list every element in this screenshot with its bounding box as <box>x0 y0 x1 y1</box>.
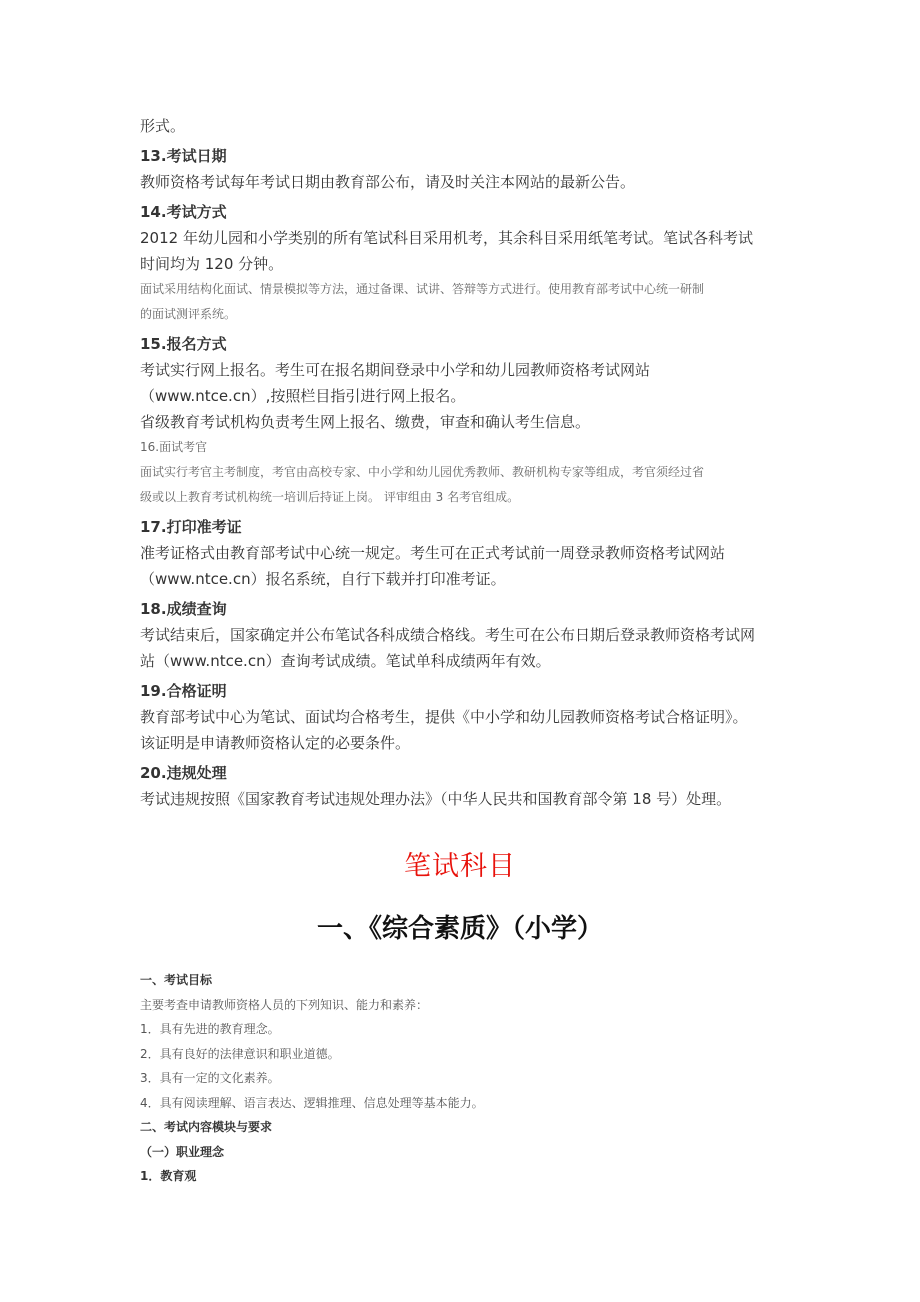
list-item: 4．具有阅读理解、语言表达、逻辑推理、信息处理等基本能力。 <box>140 1095 484 1110</box>
list-item: 2．具有良好的法律意识和职业道德。 <box>140 1046 340 1061</box>
section-15-line3: 省级教育考试机构负责考生网上报名、缴费，审查和确认考生信息。 <box>140 413 591 431</box>
list-item: 1．具有先进的教育理念。 <box>140 1022 280 1036</box>
education-view-heading: 1．教育观 <box>140 1169 197 1183</box>
professional-concept-heading: （一）职业理念 <box>140 1144 225 1159</box>
section-16-line2: 级或以上教育考试机构统一培训后持证上岗。 评审组由 3 名考官组成。 <box>140 490 520 504</box>
section-14-line1: 2012 年幼儿园和小学类别的所有笔试科目采用机考，其余科目采用纸笔考试。笔试各科考试 <box>140 229 753 247</box>
section-15-line1: 考试实行网上报名。考生可在报名期间登录中小学和幼儿园教师资格考试网站 <box>140 361 651 379</box>
section-14-line2: 时间均为 120 分钟。 <box>140 255 284 273</box>
section-20-line1: 考试违规按照《国家教育考试违规处理办法》（中华人民共和国教育部令第 18 号）处理。 <box>140 790 732 808</box>
section-19-heading: 19.合格证明 <box>140 682 227 700</box>
section-18-line2: 站（www.ntce.cn）查询考试成绩。笔试单科成绩两年有效。 <box>140 652 551 670</box>
section-17-line1: 准考证格式由教育部考试中心统一规定。考生可在正式考试前一周登录教师资格考试网站 <box>140 544 726 562</box>
exam-goal-intro: 主要考查申请教师资格人员的下列知识、能力和素养： <box>140 997 429 1012</box>
exam-goal-heading: 一、考试目标 <box>140 973 213 987</box>
list-item: 3．具有一定的文化素养。 <box>140 1071 280 1085</box>
section-19-line1: 教育部考试中心为笔试、面试均合格考生，提供《中小学和幼儿园教师资格考试合格证明》。 <box>140 708 748 726</box>
section-17-heading: 17.打印准考证 <box>140 518 242 536</box>
intro-tail: 形式。 <box>140 117 186 135</box>
content-modules-heading: 二、考试内容模块与要求 <box>140 1120 273 1134</box>
section-16-line1: 面试实行考官主考制度，考官由高校专家、中小学和幼儿园优秀教师、教研机构专家等组成，考官须经过省 <box>140 465 705 479</box>
section-15-line2: （www.ntce.cn）,按照栏目指引进行网上报名。 <box>140 387 466 405</box>
section-16-heading: 16.面试考官 <box>140 440 208 454</box>
section-13-body: 教师资格考试每年考试日期由教育部公布，请及时关注本网站的最新公告。 <box>140 173 636 191</box>
upper-content <box>140 113 820 812</box>
section-title: 笔试科目 <box>404 851 516 882</box>
section-15-heading: 15.报名方式 <box>140 335 227 353</box>
subject-title: 一、《综合素质》（小学） <box>316 914 603 944</box>
section-13-heading: 13.考试日期 <box>140 147 227 165</box>
section-18-heading: 18.成绩查询 <box>140 600 227 618</box>
section-20-heading: 20.违规处理 <box>140 764 227 782</box>
section-17-line2: （www.ntce.cn）报名系统，自行下载并打印准考证。 <box>140 570 506 588</box>
section-18-line1: 考试结束后，国家确定并公布笔试各科成绩合格线。考生可在公布日期后登录教师资格考试网 <box>140 626 756 644</box>
section-14-heading: 14.考试方式 <box>140 203 227 221</box>
lower-content <box>140 968 820 1189</box>
section-14-note1: 面试采用结构化面试、情景模拟等方法，通过备课、试讲、答辩等方式进行。使用教育部考试中心统一研制 <box>140 282 705 296</box>
section-19-line2: 该证明是申请教师资格认定的必要条件。 <box>140 734 411 752</box>
section-14-note2: 的面试测评系统。 <box>140 307 237 321</box>
